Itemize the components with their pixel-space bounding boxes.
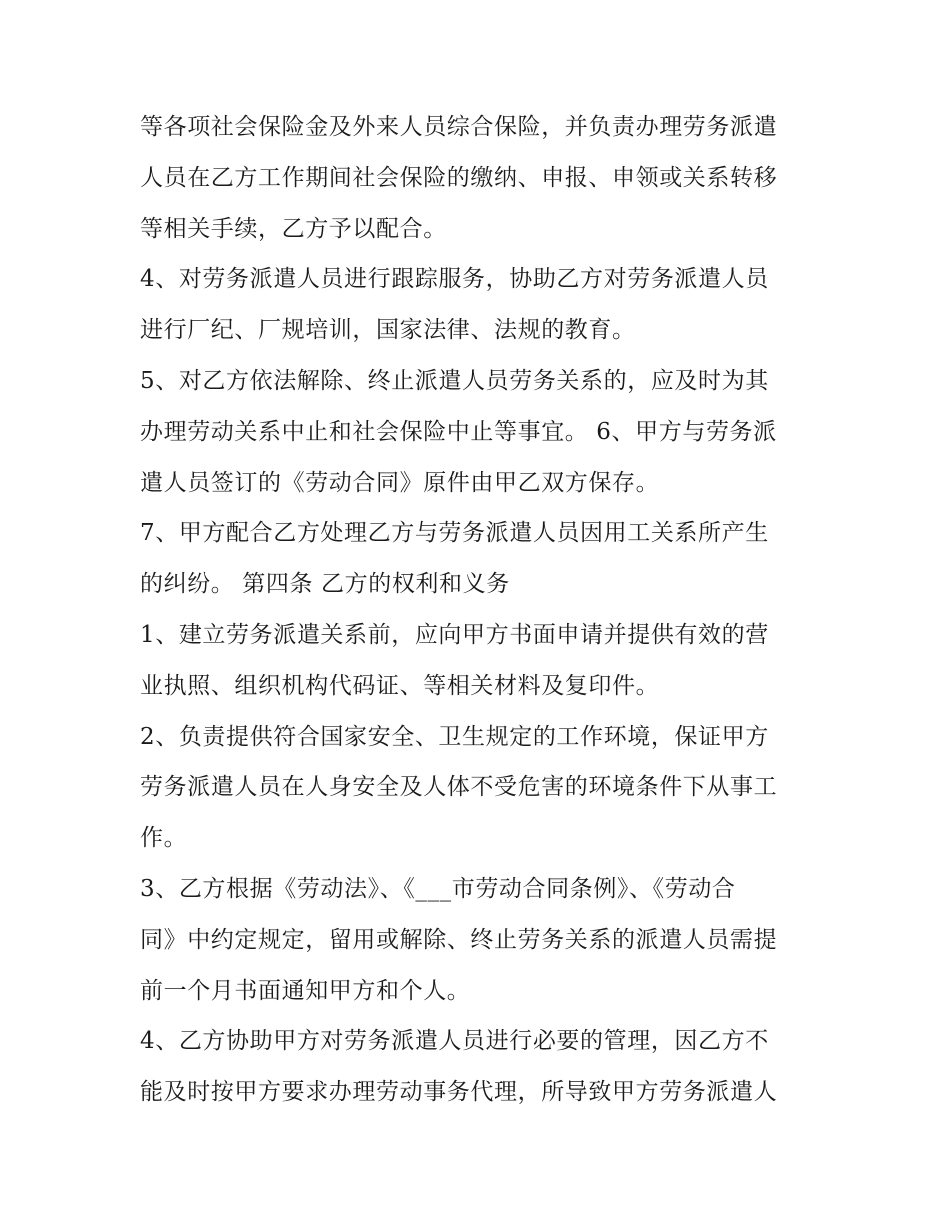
text-line: 7、甲方配合乙方处理乙方与劳务派遣人员因用工关系所产生: [140, 520, 769, 547]
text-line: 业执照、组织机构代码证、等相关材料及复印件。: [140, 672, 660, 699]
text-line: 4、对劳务派遣人员进行跟踪服务，协助乙方对劳务派遣人员: [140, 266, 769, 293]
text-line: 人员在乙方工作期间社会保险的缴纳、申报、申领或关系转移: [140, 164, 778, 191]
text-line: 1、建立劳务派遣关系前，应向甲方书面申请并提供有效的营: [140, 621, 769, 648]
text-line: 等各项社会保险金及外来人员综合保险，并负责办理劳务派遣: [140, 114, 778, 140]
text-line: 3、乙方根据《劳动法》、《___市劳动合同条例》、《劳动合: [140, 875, 736, 902]
text-line: 前一个月书面通知甲方和个人。: [140, 977, 471, 1004]
text-line: 5、对乙方依法解除、终止派遣人员劳务关系的，应及时为其: [140, 367, 769, 394]
text-line: 同》中约定规定，留用或解除、终止劳务关系的派遣人员需提: [140, 926, 778, 953]
text-line: 等相关手续，乙方予以配合。: [140, 215, 447, 242]
text-line: 4、乙方协助甲方对劳务派遣人员进行必要的管理，因乙方不: [140, 1028, 769, 1055]
text-line: 遣人员签订的《劳动合同》原件由甲乙双方保存。: [140, 469, 660, 496]
text-line: 2、负责提供符合国家安全、卫生规定的工作环境，保证甲方: [140, 723, 769, 750]
document-body: [140, 102, 820, 1118]
text-line: 能及时按甲方要求办理劳动事务代理，所导致甲方劳务派遣人: [140, 1079, 778, 1106]
text-line: 劳务派遣人员在人身安全及人体不受危害的环境条件下从事工: [140, 774, 778, 801]
text-line: 进行厂纪、厂规培训，国家法律、法规的教育。: [140, 317, 636, 344]
text-line: 作。: [140, 825, 188, 852]
text-line: 办理劳动关系中止和社会保险中止等事宜。 6、甲方与劳务派: [140, 418, 777, 445]
text-line: 的纠纷。 第四条 乙方的权利和义务: [140, 571, 510, 598]
